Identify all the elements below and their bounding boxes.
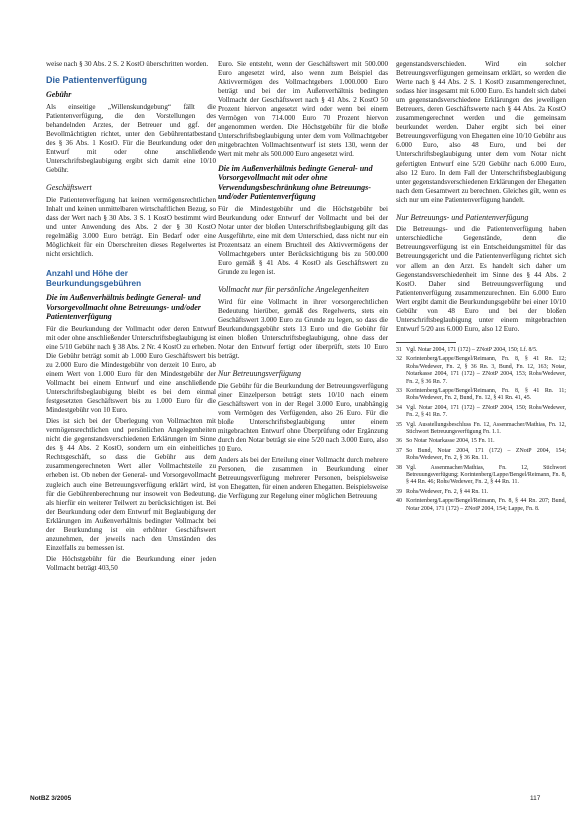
section-heading: Anzahl und Höhe der Beurkundungsgebühren xyxy=(46,268,142,288)
paragraph: Wird für eine Vollmacht in ihrer vorsorgerechtlichen Bedeutung hierüber, gemäß des Regelwerts, stets ein Geschäftswert 3.000 Euro zu Grunde zu legen, so dass die Beurkundungsgebühr stets 13 Euro und die Gebühr für einen bloßen Unterschriftsbeglaubigung, ohne dass der Notar den Entwurf fertigt oder überprüft, stets 10 Euro beträgt. xyxy=(218,297,388,361)
footnote xyxy=(396,438,566,445)
paragraph: Für die Mindestgebühr und die Höchstgebühr bei Beurkundung oder Entwurf der Vollmacht und bei der Notar unter der bloßen Unterschriftsbeglaubigung gilt das Ausgeführte, eine mit dem Unterschied, dass nicht nur ein Prozentsatz an einem Bruchteil des Aktivvermögens der Vollmachtgebers unter Berücksichtigung bis zu 500.000 Euro gemäß § 41 Abs. 4 KostO als Geschäftswert zu Grunde zu legen ist. xyxy=(218,204,388,277)
footnote-number: 35 xyxy=(396,421,402,428)
paragraph: Die Patientenverfügung hat keinen vermögensrechtlichen Inhalt und keinen unmittelbaren wirtschaftlichen Bezug, so dass der Wert nach § 30 Abs. 3 S. 1 KostO bestimmt wird und unter Anwendung des Abs. 2 der § 30 KostO regelmäßig 3.000 Euro beträgt. Ein Bedarf oder eine Möglichkeit für ein Überschreiten dieses Regelwertes ist nicht ersichtlich. xyxy=(46,195,216,258)
footnote xyxy=(396,388,566,403)
subsection-heading: Gebühr xyxy=(46,90,72,100)
text-column-middle xyxy=(218,60,388,503)
footnote-text: Vgl. Ausstellungsbeschluss Fn. 12, Assenmacher/Mathias, Fn. 12, Stichwort Betreuungsverfügung Fn. 1.1. xyxy=(406,421,566,435)
subsection-heading: Vollmacht nur für persönliche Angelegenheiten xyxy=(218,285,369,295)
footnote xyxy=(396,422,566,437)
paragraph: Dies ist sich bei der Überlegung von Vollmachten mit vermögensrechtlichen und persönlichen Angelegenheiten nicht die gegenstandsverschiedenen Erklärungen im Sinne des § 44 Abs. 2 KostO, sondern um ein einheitliches Rechtsgeschäft, so dass die Gebühr aus dem zusammengerechneten Wert aller Vollmachtsteile zu erheben ist. Ob neben der General- und Vorsorgevollmacht zugleich auch eine Betreuungsverfügung erklärt wird, ist für die Gebührenberechnung nur insoweit von Bedeutung, als hierfür ein weiterer Teilwert zu berücksichtigen ist. Bei der Beurkundung oder dem Entwurf mit Beglaubigung der Erklärungen im Außenverhältnis bedingter Vollmacht bei der Beurkundung ist ein erhöhter Geschäftswert anzunehmen, der jeweils nach den Umständen des Einzelfalls zu bemessen ist. xyxy=(46,417,216,552)
footnote xyxy=(396,356,566,386)
footnote-text: Korintenberg/Lappe/Bengel/Reimann, Fn. 8, § 41 Rn. 12; Rohs/Wedewer, Fn. 2, § 36 Rn. 3, Bund, Fn. 12, 163; Notar, Notarkasse 2004, 171 (172) – ZNotP 2004, 153; Rohs/Wedewer, Fn. 2, § 36 Rn. 7. xyxy=(406,356,566,385)
paragraph: Die Gebühr für die Beurkundung der Betreuungsverfügung einer Einzelperson beträgt stets 10/10 nach einem Geschäftswert von in der Regel 3.000 Euro, unabhängig vom Vermögen des Verfügenden, also 26 Euro. Für die bloße Unterschriftsbeglaubigung unter einem mitgebrachten Entwurf ohne Überprüfung oder Ergänzung durch den Notar beträgt sie eine 5/20 nach 3.000 Euro, also 10 Euro. xyxy=(218,381,388,454)
footnote xyxy=(396,347,566,354)
section-heading: Die Patientenverfügung xyxy=(46,75,148,86)
footnote-number: 33 xyxy=(396,387,402,394)
text-column-left xyxy=(46,60,216,575)
footnote-number: 38 xyxy=(396,464,402,471)
subsection-heading: Nur Betreuungsverfügung xyxy=(218,369,302,379)
footnote-text: Rohs/Wedewer, Fn. 2, § 44 Rn. 11. xyxy=(406,488,489,495)
paragraph: Die Betreuungs- und die Patientenverfügung haben unterschiedliche Gegenstände, denn die Betreuungsverfügung ist ein Entscheidungsmittel für das Betreuungsgericht und die Patientenverfügung richtet sich vor allem an den Arzt. Es handelt sich daher um Gegenstandsverschiedenheit im Sinne des § 44 Abs. 2 KostO. Daher sind Betreuungsverfügung und Patientenverfügung zusammenzurechnen. Ein 6.000 Euro Wert ergibt damit die Beurkundungsgebühr bei einer 10/10 Gebühr von 48 Euro und bei der bloßen Unterschriftsbeglaubigung unter einem mitgebrachten Entwurf 5/20 aus 6.000 Euro, also 12 Euro. xyxy=(396,225,566,333)
paragraph: Für die Beurkundung der Vollmacht oder deren Entwurf mit oder ohne anschließender Unterschriftsbeglaubigung ist eine 5/10 Gebühr nach § 38 Abs. 2 Nr. 4 KostO zu erheben. Die Gebühr beträgt somit ab 1.000 Euro Geschäftswert bis zu 2.000 Euro die Mindestgebühr von derzeit 10 Euro, ab einem Wert von 1.000 Euro für den Mindestgebühr der Vollmacht bei einem Entwurf und eine anschließende Unterschriftsbeglaubigung bleibt es bei dem einmal festgesetzten Geschäftswert bis zu 1.000 Euro für die Mindestgebühr von 10 Euro. xyxy=(46,324,216,415)
footnote xyxy=(396,498,566,513)
footnote-number: 37 xyxy=(396,447,402,454)
subsection-heading: Die im Außenverhältnis bedingte General- und Vorsorgevollmacht mit oder ohne Verwendungsbeschränkung ohne Betreuungs- und/oder Patientenverfügung xyxy=(218,163,373,202)
footnote xyxy=(396,465,566,487)
footnote-number: 34 xyxy=(396,404,402,411)
footnote-number: 32 xyxy=(396,356,402,363)
footnote xyxy=(396,405,566,420)
footnote-text: Vgl. Notar 2004, 171 (172) – ZNotP 2004, 150; Lf. 8/5. xyxy=(406,346,538,353)
journal-footer: NotBZ 3/2005 xyxy=(30,795,72,802)
paragraph: Anders als bei der Erteilung einer Vollmacht durch mehrere Personen, die zusammen in Beurkundung einer Betreuungsverfügung mehrerer Personen, beispielsweise von Ehegatten, für einen anderen Ehegatten. Beispielsweise die Verfügung zur Regelung einer möglichen Betreuung xyxy=(218,456,388,501)
text-column-right xyxy=(396,60,566,515)
paragraph: weise nach § 30 Abs. 2 S. 2 KostO überschritten worden. xyxy=(46,60,209,68)
footnote-text: Korintenberg/Lappe/Bengel/Reimann, Fn. 8, § 44 Rn. 207; Bund, Notar 2004, 171 (172) – ZNotP 2004, 154; Lappe, Fn. 8. xyxy=(406,498,566,512)
footnote-number: 36 xyxy=(396,438,402,445)
footnote-number: 39 xyxy=(396,488,402,495)
paragraph: Als einseitige „Willenskundgebung“ fällt die Patientenverfügung, die den Vorstellungen des behandelnden Arztes, der Betreuer und ggf. der Bevollmächtigten richtet, unter den Gebührentatbestand des § 36 Abs. 1 KostO. Für die Beurkundung oder den Entwurf mit oder ohne anschließende Unterschriftsbeglaubigung ergibt sich damit eine 10/10 Gebühr. xyxy=(46,102,216,174)
footnote-divider xyxy=(396,342,456,343)
paragraph: Euro. Sie entsteht, wenn der Geschäftswert mit 500.000 Euro angesetzt wird, also wenn zum Beispiel das Aktivvermögen des Vollmachtgebers 1.000.000 Euro beträgt und bei der im Außenverhältnis bedingten Vollmacht der Geschäftswert nach § 41 Abs. 2 KostO 50 Prozent hiervon angesetzt wird oder wenn bei einem Vermögen von 714.000 Euro 70 Prozent hiervon angenommen werden. Die Höchstgebühr für die bloße Unterschriftsbeglaubigung unter dem vom Vollmachtgeber mitgebrachten Vollmachtsentwurf ist stets 130, wenn der Wert mit mehr als 500.000 Euro angesetzt wird. xyxy=(218,60,388,159)
footnotes xyxy=(396,347,566,513)
footnote xyxy=(396,448,566,463)
footnote-number: 31 xyxy=(396,346,402,353)
footnote-text: So Notar Notarkasse 2004, 15 Fn. 11. xyxy=(406,438,495,445)
paragraph: Die Höchstgebühr für die Beurkundung einer jeden Vollmacht beträgt 403,50 xyxy=(46,554,216,572)
footnote-text: Vgl. Notar 2004, 171 (172) – ZNotP 2004, 150; Rohs/Wedewer, Fn. 2, § 41 Rn. 7. xyxy=(406,404,566,419)
footnote-text: Vgl. Assenmacher/Mathias, Fn. 12, Stichwort Betreuungsverfügung; Korintenberg/Lappe/Bengel/Reimann, Fn. 8, § 44 Rn. 46; Rohs/Wedewer, Fn. 2, § 44 Rn. 11. xyxy=(406,464,566,486)
footnote-text: Korintenberg/Lappe/Bengel/Reimann, Fn. 8, § 41 Rn. 11; Rohs/Wedewer, Fn. 2, Bund, Fn. 12, § 41 Rn. 41, 45. xyxy=(406,387,566,402)
subsection-heading: Die im Außenverhältnis bedingte General- und Vorsorgevollmacht ohne Betreuungs- und/oder Patientenverfügung xyxy=(46,292,201,322)
page-number: 117 xyxy=(530,795,541,802)
paragraph: gegenstandsverschieden. Wird ein solcher Betreuungsverfügungen gemeinsam erklärt, so werden die Werte nach § 44 Abs. 2 S. 1 KostO zusammengerechnet, sodass hier insgesamt mit 6.000 Euro. Es handelt sich dabei um gegenstandsverschiedene Erklärungen des jeweiligen Betreuers, deren Geschäftswerte nach § 44 Abs. 2a KostO zusammengerechnet werden und die gemeinsam beurkundet werden. Daher ergibt sich bei einer Betreuungsverfügung von Ehegatten eine 10/10 Gebühr aus 6.000 Euro, also 48 Euro, und bei der Unterschriftsbeglaubigung unter dem vom Notar nicht gefertigten Entwurf eine 5/20 Gebühr nach 6.000 Euro, also 12 Euro. In dem Fall der Unterschriftsbeglaubigung unter gegenstandsverschiedenen Erklärungen der Ehegatten nach dem Gesamtwert zu berechnen. Gleiches gilt, wenn es sich nur um eine Patientenverfügung handelt. xyxy=(396,60,566,204)
footnote-text: So Bund, Notar 2004, 171 (172) – ZNotP 2004, 154; Rohs/Wedewer, Fn. 2, § 36 Rn. 11. xyxy=(406,447,566,462)
footnote xyxy=(396,489,566,496)
subsection-heading: Nur Betreuungs- und Patientenverfügung xyxy=(396,212,529,222)
subsection-heading: Geschäftswert xyxy=(46,183,92,193)
footnote-number: 40 xyxy=(396,498,402,505)
